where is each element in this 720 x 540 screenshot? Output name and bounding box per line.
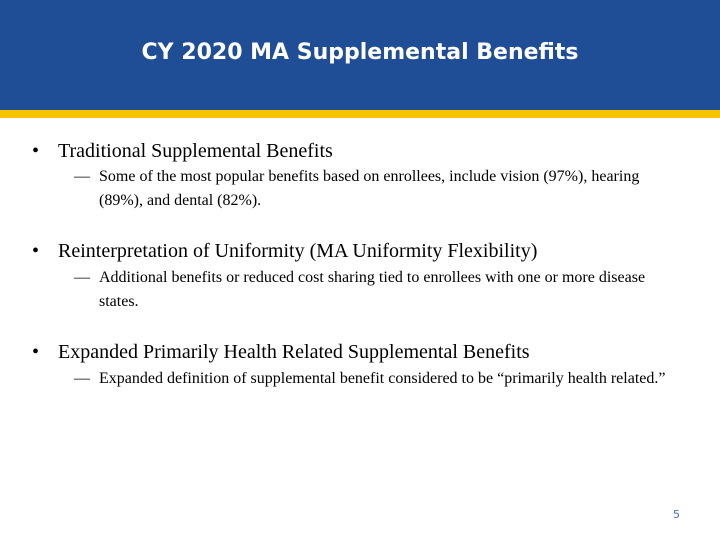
bullet-text: Reinterpretation of Uniformity (MA Uniformity Flexibility) <box>58 240 538 262</box>
bullet-item <box>32 139 333 163</box>
bullet-marker: • <box>32 140 40 162</box>
sub-bullet-text: Expanded definition of supplemental benefit considered to be “primarily health related.” <box>99 370 666 387</box>
page-number: 5 <box>673 508 680 521</box>
sub-bullet-text: Additional benefits or reduced cost sharing tied to enrollees with one or more disease states. <box>99 269 646 310</box>
sub-bullet-marker: — <box>74 269 90 286</box>
sub-bullet-marker: — <box>74 168 90 185</box>
sub-bullet-item <box>74 367 674 391</box>
sub-bullet-marker: — <box>74 370 90 387</box>
bullet-marker: • <box>32 341 40 363</box>
sub-bullet-item <box>74 165 674 213</box>
bullet-marker: • <box>32 240 40 262</box>
bullet-item <box>32 239 537 263</box>
bullet-item <box>32 340 530 364</box>
accent-rule <box>0 110 720 118</box>
bullet-text: Traditional Supplemental Benefits <box>58 140 333 162</box>
sub-bullet-text: Some of the most popular benefits based on enrollees, include vision (97%), hearing (89%), and dental (82%). <box>99 168 640 209</box>
bullet-text: Expanded Primarily Health Related Supplemental Benefits <box>58 341 530 363</box>
sub-bullet-item <box>74 266 674 314</box>
slide-title: CY 2020 MA Supplemental Benefits <box>141 40 579 65</box>
